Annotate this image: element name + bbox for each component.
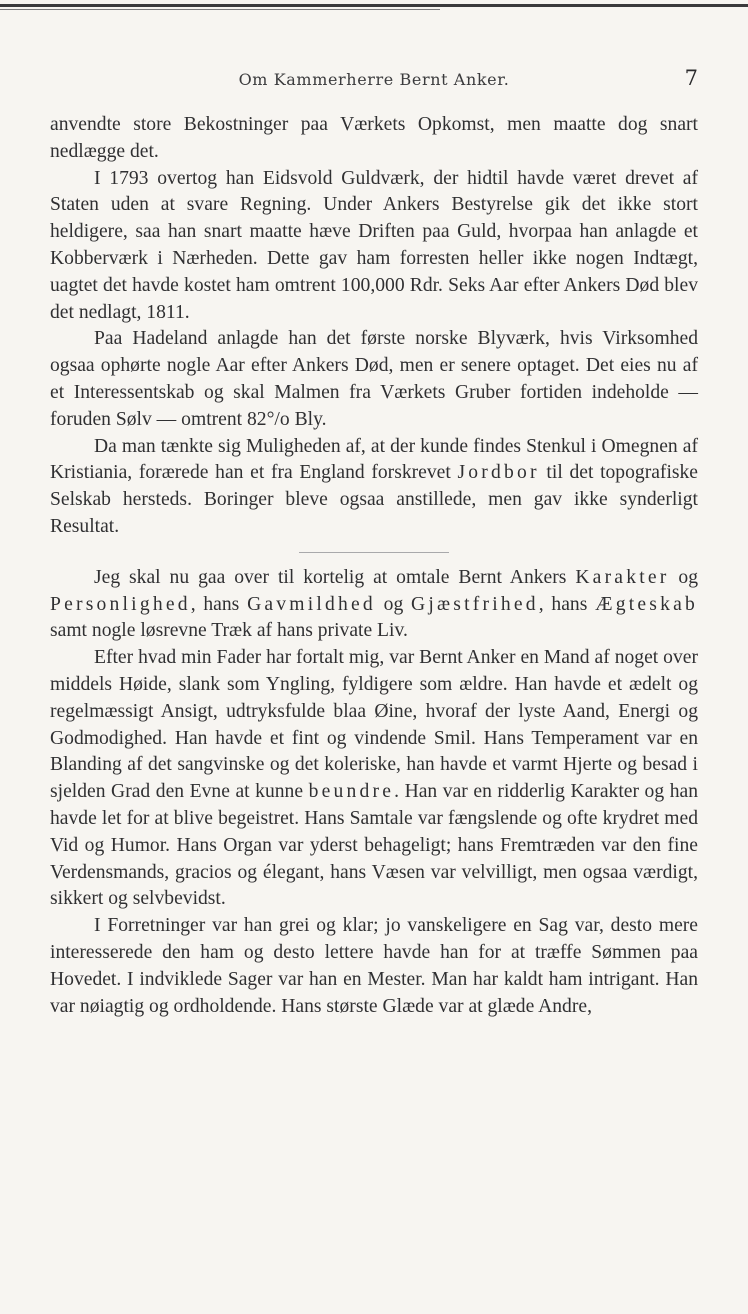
paragraph-p7 [50,913,698,1020]
top-border-rule [0,4,748,7]
paragraph-text: . Han var en ridderlig Karakter og han havde let for at blive begeistret. Hans Samtale var fængslende og ofte krydret med Vid og Humor. Hans Organ var yderst behageligt; hans Fremtræden var den fine Verdensmands, gracios og élegant, hans Væsen var velvilligt, men ogsaa værdigt, sikkert og selvbevidst. [50,781,698,910]
paragraph-text: Jeg skal nu gaa over til kortelig at omtale Bernt Ankers [94,566,576,588]
paragraph-text: Efter hvad min Fader har fortalt mig, var Bernt Anker en Mand af noget over middels Høide, slank som Yngling, fyldigere som ældre. Han havde et ædelt og regelmæssigt Ansigt, udtryksfulde blaa Øine, hvoraf der lyste Aand, Energi og Godmodighed. Han havde et fint og vindende Smil. Hans Temperament var en Blanding af det sangvinske og det koleriske, han havde et varmt Hjerte og besad i sjelden Grad den Evne at kunne [50,647,698,803]
page-number: 7 [684,66,698,90]
paragraph-text: og [669,566,698,588]
page-header [0,66,748,96]
paragraph-text: I 1793 overtog han Eidsvold Guldværk, der hidtil havde været drevet af Staten uden at svare Regning. Under Ankers Bestyrelse gik det ikke stort heldigere, saa han snart maatte hæve Driften paa Guld, hvorpaa han anlagde et Kobberværk i Nærheden. Dette gav ham forresten heller ikke nogen Indtægt, uagtet det havde kostet ham omtrent 100,000 Rdr. Seks Aar efter Ankers Død blev det nedlagt, 1811. [50,167,698,323]
section-separator [299,552,449,553]
spaced-emphasis-text: Gjæstfrihed [411,593,539,615]
spaced-emphasis-text: Karakter [575,566,670,588]
paragraph-text: til det topografiske Selskab hersteds. Boringer bleve ogsaa anstillede, men gav ikke synderligt Resultat. [50,462,699,537]
paragraph-text: , hans [538,593,596,615]
spaced-emphasis-text: beundre [308,781,395,803]
paragraph-p2 [50,166,698,327]
paragraph-text: og [375,593,412,615]
running-head: Om Kammerherre Bernt Anker. [238,70,510,89]
paragraph-text: Paa Hadeland anlagde han det første norske Blyværk, hvis Virksomhed ogsaa ophørte nogle Aar efter Ankers Død, men er senere optaget. Det eies nu af et Interessentskab og skal Malmen fra Værkets Gruber fortiden indeholde — foruden Sølv — omtrent 82°/o Bly. [50,328,698,430]
spaced-emphasis-text: Personlighed [50,593,191,615]
spaced-emphasis-text: Ægteskab [595,593,698,615]
paragraph-p1 [50,112,698,166]
spaced-emphasis-text: Jordbor [457,462,540,484]
paragraph-p4 [50,434,698,541]
paragraph-text: samt nogle løsrevne Træk af hans private Liv. [50,620,408,642]
top-border-thin-rule [0,9,440,10]
body-text [50,112,698,1020]
paragraph-p5 [50,565,698,645]
paragraph-text: Da man tænkte sig Muligheden af, at der kunde findes Stenkul i Omegnen af Kristiania, forærede han et fra England forskrevet [50,435,698,484]
paragraph-text: I Forretninger var han grei og klar; jo vanskeligere en Sag var, desto mere interesserede den ham og desto lettere havde han for at træffe Sømmen paa Hovedet. I indviklede Sager var han en Mester. Man har kaldt ham intrigant. Han var nøiagtig og ordholdende. Hans største Glæde var at glæde Andre, [50,915,698,1017]
spaced-emphasis-text: Gavmildhed [247,593,376,615]
paragraph-text: anvendte store Bekostninger paa Værkets Opkomst, men maatte dog snart nedlægge det. [50,114,698,162]
paragraph-text: , hans [190,593,248,615]
paragraph-p6 [50,645,698,913]
paragraph-p3 [50,326,698,433]
